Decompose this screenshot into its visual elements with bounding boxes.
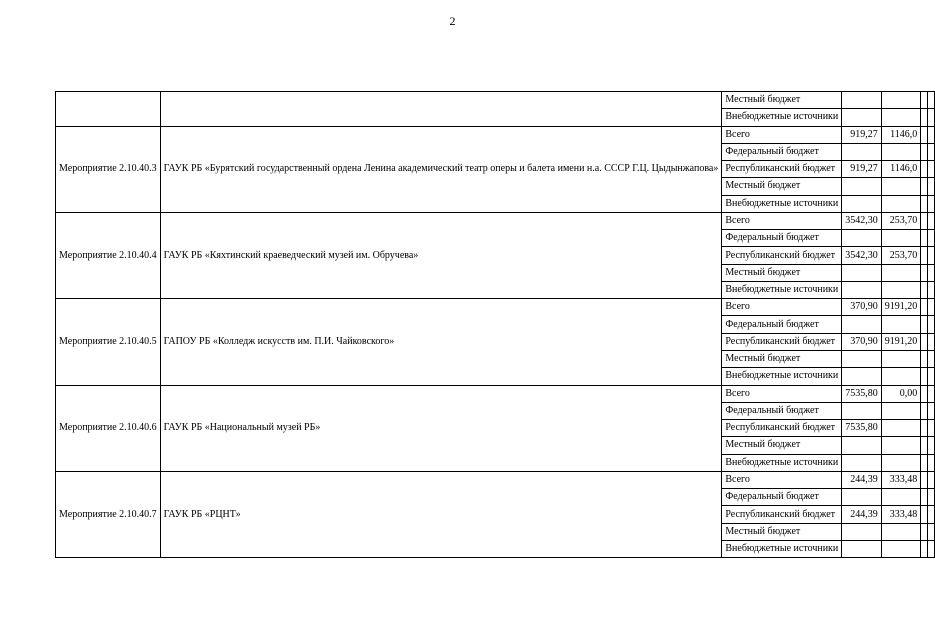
budget-source-cell: Внебюджетные источники (722, 195, 842, 212)
budget-source-cell: Федеральный бюджет (722, 230, 842, 247)
value-cell (928, 230, 935, 247)
value-cell (928, 161, 935, 178)
value-cell: 1146,0 (881, 161, 921, 178)
value-cell (842, 195, 882, 212)
value-cell: 1146,0 (881, 126, 921, 143)
value-cell (881, 368, 921, 385)
value-cell: 333,48 (881, 506, 921, 523)
value-cell (842, 402, 882, 419)
value-cell (881, 540, 921, 557)
org-cell (160, 92, 722, 127)
value-cell: 3542,30 (842, 212, 882, 229)
table-row (56, 126, 935, 143)
budget-source-cell: Федеральный бюджет (722, 143, 842, 160)
value-cell (881, 350, 921, 367)
value-cell (928, 540, 935, 557)
value-cell (921, 143, 928, 160)
value-cell (921, 212, 928, 229)
value-cell (842, 368, 882, 385)
value-cell (842, 109, 882, 126)
value-cell (928, 420, 935, 437)
budget-source-cell: Внебюджетные источники (722, 454, 842, 471)
value-cell (928, 402, 935, 419)
budget-source-cell: Республиканский бюджет (722, 333, 842, 350)
table-row (56, 299, 935, 316)
value-cell (921, 540, 928, 557)
budget-source-cell: Республиканский бюджет (722, 506, 842, 523)
value-cell (881, 281, 921, 298)
budget-source-cell: Внебюджетные источники (722, 281, 842, 298)
value-cell (928, 143, 935, 160)
value-cell (881, 402, 921, 419)
value-cell (881, 92, 921, 109)
value-cell (842, 540, 882, 557)
budget-source-cell: Всего (722, 471, 842, 488)
value-cell (881, 316, 921, 333)
value-cell (928, 247, 935, 264)
value-cell (842, 523, 882, 540)
budget-table (55, 91, 935, 558)
measure-name-cell (56, 92, 161, 127)
value-cell (921, 316, 928, 333)
budget-source-cell: Внебюджетные источники (722, 109, 842, 126)
budget-source-cell: Местный бюджет (722, 350, 842, 367)
value-cell (928, 385, 935, 402)
value-cell (842, 350, 882, 367)
value-cell (842, 178, 882, 195)
value-cell (921, 230, 928, 247)
value-cell (921, 178, 928, 195)
value-cell (881, 454, 921, 471)
value-cell (921, 506, 928, 523)
budget-source-cell: Внебюджетные источники (722, 368, 842, 385)
value-cell (921, 299, 928, 316)
value-cell: 0,00 (881, 385, 921, 402)
value-cell (881, 195, 921, 212)
value-cell (881, 178, 921, 195)
value-cell (921, 195, 928, 212)
value-cell (928, 368, 935, 385)
value-cell (928, 195, 935, 212)
table-row (56, 212, 935, 229)
value-cell: 919,27 (842, 126, 882, 143)
value-cell (921, 368, 928, 385)
value-cell (921, 109, 928, 126)
value-cell (921, 161, 928, 178)
value-cell (928, 437, 935, 454)
budget-source-cell: Всего (722, 126, 842, 143)
org-cell: ГАУК РБ «Кяхтинский краеведческий музей им. Обручева» (160, 212, 722, 298)
budget-source-cell: Всего (722, 299, 842, 316)
measure-name-cell: Мероприятие 2.10.40.7 (56, 471, 161, 557)
value-cell (928, 281, 935, 298)
budget-source-cell: Федеральный бюджет (722, 402, 842, 419)
value-cell (881, 489, 921, 506)
value-cell (842, 454, 882, 471)
value-cell: 919,27 (842, 161, 882, 178)
value-cell (921, 350, 928, 367)
value-cell (928, 333, 935, 350)
value-cell (928, 299, 935, 316)
value-cell (881, 437, 921, 454)
value-cell (928, 489, 935, 506)
value-cell (928, 350, 935, 367)
value-cell (842, 264, 882, 281)
value-cell: 3542,30 (842, 247, 882, 264)
value-cell (921, 402, 928, 419)
value-cell (842, 316, 882, 333)
table-row (56, 92, 935, 109)
budget-source-cell: Местный бюджет (722, 264, 842, 281)
value-cell (921, 385, 928, 402)
value-cell (928, 316, 935, 333)
value-cell (921, 92, 928, 109)
page-number: 2 (449, 14, 456, 28)
value-cell (921, 281, 928, 298)
measure-name-cell: Мероприятие 2.10.40.6 (56, 385, 161, 471)
value-cell (928, 126, 935, 143)
budget-source-cell: Республиканский бюджет (722, 247, 842, 264)
measure-name-cell: Мероприятие 2.10.40.5 (56, 299, 161, 385)
value-cell (842, 92, 882, 109)
value-cell (928, 471, 935, 488)
budget-source-cell: Местный бюджет (722, 523, 842, 540)
value-cell (842, 143, 882, 160)
value-cell: 333,48 (881, 471, 921, 488)
value-cell: 7535,80 (842, 385, 882, 402)
value-cell (928, 109, 935, 126)
value-cell (928, 454, 935, 471)
value-cell (928, 212, 935, 229)
value-cell (881, 109, 921, 126)
value-cell (928, 523, 935, 540)
budget-source-cell: Республиканский бюджет (722, 420, 842, 437)
value-cell: 370,90 (842, 333, 882, 350)
budget-source-cell: Федеральный бюджет (722, 489, 842, 506)
budget-source-cell: Федеральный бюджет (722, 316, 842, 333)
value-cell (921, 333, 928, 350)
value-cell: 253,70 (881, 247, 921, 264)
value-cell (842, 230, 882, 247)
value-cell (928, 264, 935, 281)
value-cell: 7535,80 (842, 420, 882, 437)
value-cell (842, 281, 882, 298)
table-row (56, 385, 935, 402)
value-cell: 9191,20 (881, 299, 921, 316)
value-cell (921, 420, 928, 437)
value-cell (842, 489, 882, 506)
value-cell (881, 420, 921, 437)
value-cell (921, 471, 928, 488)
value-cell: 244,39 (842, 471, 882, 488)
value-cell (921, 247, 928, 264)
measure-name-cell: Мероприятие 2.10.40.3 (56, 126, 161, 212)
value-cell (921, 489, 928, 506)
budget-source-cell: Местный бюджет (722, 92, 842, 109)
value-cell (921, 454, 928, 471)
value-cell (881, 230, 921, 247)
table-row (56, 471, 935, 488)
value-cell (928, 506, 935, 523)
value-cell (921, 523, 928, 540)
org-cell: ГАУК РБ «Бурятский государственный ордена Ленина академический театр оперы и балета имени н.а. СССР Г.Ц. Цыдынжапова» (160, 126, 722, 212)
org-cell: ГАПОУ РБ «Колледж искусств им. П.И. Чайковского» (160, 299, 722, 385)
value-cell (921, 126, 928, 143)
org-cell: ГАУК РБ «Национальный музей РБ» (160, 385, 722, 471)
value-cell: 370,90 (842, 299, 882, 316)
value-cell: 244,39 (842, 506, 882, 523)
value-cell (921, 264, 928, 281)
value-cell (881, 523, 921, 540)
value-cell (881, 264, 921, 281)
value-cell: 9191,20 (881, 333, 921, 350)
budget-source-cell: Республиканский бюджет (722, 161, 842, 178)
budget-source-cell: Местный бюджет (722, 178, 842, 195)
value-cell (928, 92, 935, 109)
value-cell (921, 437, 928, 454)
budget-source-cell: Местный бюджет (722, 437, 842, 454)
measure-name-cell: Мероприятие 2.10.40.4 (56, 212, 161, 298)
value-cell (881, 143, 921, 160)
budget-source-cell: Всего (722, 385, 842, 402)
value-cell (928, 178, 935, 195)
budget-source-cell: Всего (722, 212, 842, 229)
value-cell: 253,70 (881, 212, 921, 229)
org-cell: ГАУК РБ «РЦНТ» (160, 471, 722, 557)
value-cell (842, 437, 882, 454)
budget-source-cell: Внебюджетные источники (722, 540, 842, 557)
